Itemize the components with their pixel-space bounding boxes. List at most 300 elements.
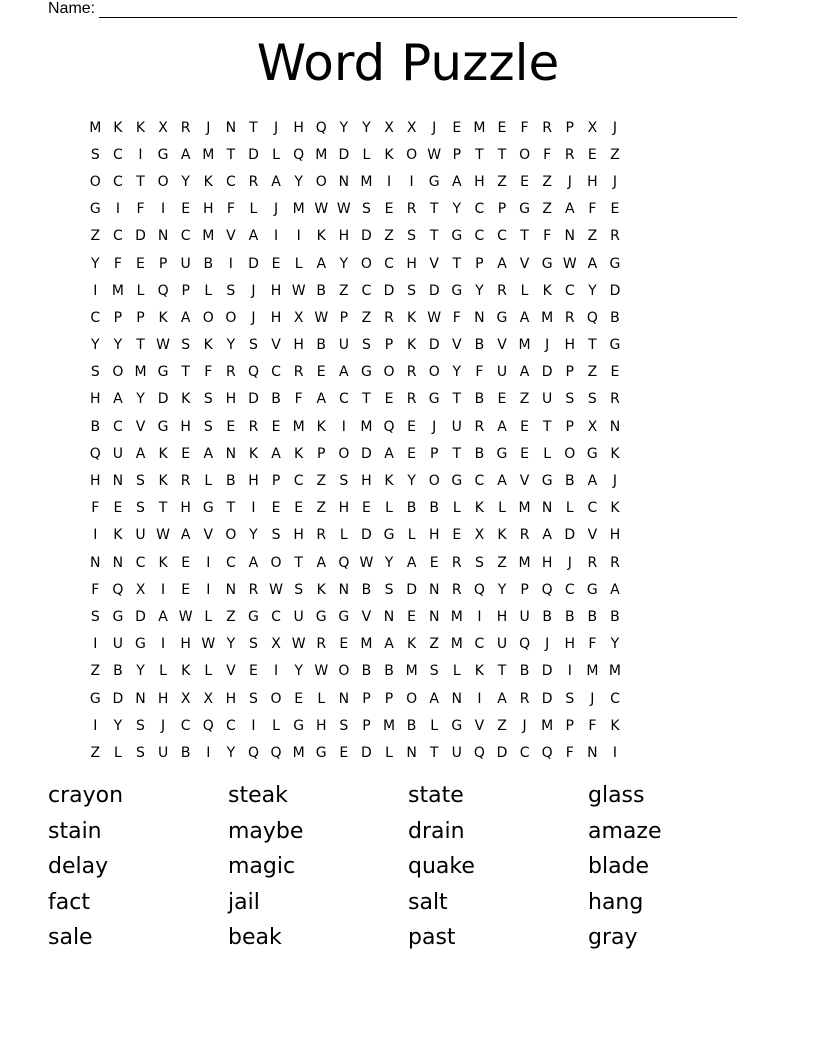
grid-letter[interactable]: F	[452, 309, 461, 326]
grid-letter[interactable]: P	[339, 309, 349, 326]
grid-letter[interactable]: Q	[270, 744, 282, 761]
grid-letter[interactable]: Y	[294, 663, 303, 680]
grid-letter[interactable]: B	[519, 663, 530, 680]
grid-letter[interactable]: Z	[587, 364, 598, 381]
grid-letter[interactable]: G	[315, 608, 327, 625]
grid-letter[interactable]: R	[542, 119, 553, 136]
grid-letter[interactable]: H	[180, 636, 191, 653]
grid-letter[interactable]: V	[226, 228, 236, 245]
grid-letter[interactable]: C	[474, 636, 485, 653]
grid-letter[interactable]: G	[202, 500, 214, 517]
grid-letter[interactable]: K	[542, 282, 552, 299]
grid-letter[interactable]: Y	[226, 337, 236, 354]
grid-letter[interactable]: Q	[519, 636, 531, 653]
grid-letter[interactable]: P	[565, 717, 574, 734]
grid-letter[interactable]: N	[406, 744, 417, 761]
grid-letter[interactable]: B	[429, 500, 439, 517]
grid-letter[interactable]: G	[112, 608, 124, 625]
grid-letter[interactable]: G	[586, 445, 598, 462]
grid-letter[interactable]: O	[225, 309, 237, 326]
grid-letter[interactable]: H	[203, 201, 214, 218]
grid-letter[interactable]: U	[157, 744, 169, 761]
grid-letter[interactable]: L	[430, 717, 439, 734]
grid-letter[interactable]: V	[429, 255, 439, 272]
grid-letter[interactable]: D	[135, 608, 146, 625]
grid-letter[interactable]: S	[203, 391, 213, 408]
grid-letter[interactable]: I	[273, 228, 279, 245]
grid-letter[interactable]: B	[474, 337, 485, 354]
grid-letter[interactable]: P	[136, 309, 145, 326]
grid-letter[interactable]: A	[429, 690, 439, 707]
grid-letter[interactable]: P	[452, 146, 462, 163]
grid-letter[interactable]: J	[273, 201, 279, 218]
grid-letter[interactable]: T	[452, 391, 462, 408]
grid-letter[interactable]: L	[204, 608, 213, 625]
grid-letter[interactable]: E	[113, 500, 123, 517]
grid-letter[interactable]: S	[181, 337, 191, 354]
grid-letter[interactable]: Z	[90, 663, 101, 680]
grid-letter[interactable]: A	[587, 473, 598, 490]
grid-letter[interactable]: L	[317, 690, 326, 707]
grid-letter[interactable]: Y	[136, 391, 145, 408]
grid-letter[interactable]: Y	[407, 473, 416, 490]
grid-letter[interactable]: C	[225, 554, 236, 571]
grid-letter[interactable]: Q	[473, 744, 485, 761]
grid-letter[interactable]: D	[112, 690, 124, 707]
grid-letter[interactable]: B	[587, 608, 598, 625]
grid-letter[interactable]: A	[271, 173, 281, 190]
grid-letter[interactable]: T	[158, 500, 168, 517]
grid-letter[interactable]: F	[204, 364, 213, 381]
grid-letter[interactable]: F	[588, 201, 597, 218]
grid-letter[interactable]: U	[112, 636, 124, 653]
grid-letter[interactable]: H	[180, 418, 191, 435]
grid-letter[interactable]: K	[158, 309, 168, 326]
grid-letter[interactable]: N	[338, 173, 350, 190]
grid-letter[interactable]: D	[248, 255, 259, 272]
grid-letter[interactable]: C	[271, 364, 281, 381]
grid-letter[interactable]: Q	[541, 581, 553, 598]
grid-letter[interactable]: S	[136, 717, 145, 734]
grid-letter[interactable]: P	[362, 690, 371, 707]
grid-letter[interactable]: T	[429, 201, 439, 218]
grid-letter[interactable]: S	[249, 337, 258, 354]
grid-letter[interactable]: S	[565, 391, 575, 408]
grid-letter[interactable]: U	[451, 744, 462, 761]
grid-letter[interactable]: A	[316, 255, 327, 272]
grid-letter[interactable]: B	[610, 309, 620, 326]
grid-letter[interactable]: I	[386, 173, 392, 190]
grid-letter[interactable]: Q	[586, 309, 598, 326]
grid-letter[interactable]: G	[541, 255, 553, 272]
grid-letter[interactable]: S	[294, 581, 304, 598]
grid-letter[interactable]: X	[587, 119, 598, 136]
grid-letter[interactable]: M	[134, 364, 147, 381]
grid-letter[interactable]: S	[226, 282, 236, 299]
grid-letter[interactable]: A	[113, 391, 123, 408]
grid-letter[interactable]: D	[135, 228, 146, 245]
grid-letter[interactable]: H	[406, 255, 417, 272]
grid-letter[interactable]: O	[406, 146, 418, 163]
grid-letter[interactable]: N	[135, 690, 146, 707]
grid-letter[interactable]: X	[587, 418, 598, 435]
grid-letter[interactable]: K	[474, 663, 484, 680]
grid-letter[interactable]: W	[156, 527, 170, 544]
grid-letter[interactable]: D	[361, 445, 372, 462]
grid-letter[interactable]: C	[293, 473, 304, 490]
grid-letter[interactable]: K	[158, 473, 168, 490]
grid-letter[interactable]: D	[406, 581, 417, 598]
grid-letter[interactable]: T	[294, 554, 303, 571]
grid-letter[interactable]: I	[93, 717, 98, 734]
grid-letter[interactable]: Y	[384, 554, 394, 571]
grid-letter[interactable]: A	[135, 445, 146, 462]
grid-letter[interactable]: D	[383, 282, 395, 299]
grid-letter[interactable]: H	[428, 527, 440, 544]
grid-letter[interactable]: C	[113, 418, 123, 435]
grid-letter[interactable]: X	[135, 581, 146, 598]
grid-letter[interactable]: C	[474, 228, 485, 245]
grid-letter[interactable]: T	[226, 146, 236, 163]
grid-letter[interactable]: I	[341, 418, 346, 435]
grid-letter[interactable]: R	[497, 282, 507, 299]
grid-letter[interactable]: S	[339, 717, 349, 734]
grid-letter[interactable]: J	[273, 119, 279, 136]
grid-letter[interactable]: S	[249, 690, 258, 707]
grid-letter[interactable]: V	[587, 527, 598, 544]
grid-letter[interactable]: S	[565, 690, 575, 707]
grid-letter[interactable]: A	[248, 554, 259, 571]
grid-letter[interactable]: F	[226, 201, 235, 218]
grid-letter[interactable]: L	[452, 663, 461, 680]
grid-letter[interactable]: Q	[315, 119, 327, 136]
grid-letter[interactable]: I	[93, 527, 98, 544]
grid-letter[interactable]: G	[89, 201, 101, 218]
grid-letter[interactable]: I	[409, 173, 414, 190]
grid-letter[interactable]: M	[292, 418, 305, 435]
grid-letter[interactable]: F	[475, 364, 484, 381]
grid-letter[interactable]: M	[89, 119, 102, 136]
grid-letter[interactable]: D	[361, 228, 372, 245]
grid-letter[interactable]: Y	[339, 255, 349, 272]
grid-letter[interactable]: D	[609, 282, 621, 299]
grid-letter[interactable]: A	[203, 445, 214, 462]
grid-letter[interactable]: V	[519, 473, 530, 490]
grid-letter[interactable]: R	[180, 473, 191, 490]
grid-letter[interactable]: G	[541, 473, 553, 490]
grid-letter[interactable]: L	[452, 500, 461, 517]
grid-letter[interactable]: V	[452, 337, 462, 354]
grid-letter[interactable]: K	[316, 418, 326, 435]
grid-letter[interactable]: S	[384, 581, 394, 598]
grid-letter[interactable]: K	[316, 228, 326, 245]
grid-letter[interactable]: W	[314, 201, 329, 218]
grid-letter[interactable]: C	[610, 690, 620, 707]
grid-letter[interactable]: C	[474, 473, 485, 490]
grid-letter[interactable]: I	[161, 201, 166, 218]
grid-letter[interactable]: K	[610, 445, 620, 462]
grid-letter[interactable]: I	[477, 608, 482, 625]
grid-letter[interactable]: M	[315, 146, 328, 163]
grid-letter[interactable]: U	[519, 608, 530, 625]
grid-letter[interactable]: T	[226, 500, 236, 517]
grid-letter[interactable]: I	[161, 581, 166, 598]
name-blank-line[interactable]	[99, 3, 737, 18]
grid-letter[interactable]: X	[406, 119, 417, 136]
grid-letter[interactable]: H	[225, 391, 237, 408]
grid-letter[interactable]: S	[361, 201, 371, 218]
grid-letter[interactable]: G	[586, 581, 598, 598]
grid-letter[interactable]: K	[181, 663, 191, 680]
grid-letter[interactable]: N	[587, 744, 598, 761]
grid-letter[interactable]: N	[609, 418, 621, 435]
grid-letter[interactable]: Y	[113, 337, 123, 354]
grid-letter[interactable]: G	[496, 309, 508, 326]
grid-letter[interactable]: E	[610, 364, 620, 381]
grid-letter[interactable]: N	[112, 473, 124, 490]
grid-letter[interactable]: W	[178, 608, 193, 625]
grid-letter[interactable]: O	[564, 445, 576, 462]
grid-letter[interactable]: Q	[202, 717, 214, 734]
grid-letter[interactable]: J	[251, 309, 256, 326]
grid-letter[interactable]: H	[587, 173, 598, 190]
grid-letter[interactable]: Q	[247, 364, 259, 381]
grid-letter[interactable]: K	[158, 554, 168, 571]
grid-letter[interactable]: O	[225, 527, 237, 544]
grid-letter[interactable]: O	[157, 173, 169, 190]
grid-letter[interactable]: E	[407, 608, 417, 625]
grid-letter[interactable]: G	[135, 636, 146, 653]
grid-letter[interactable]: E	[384, 201, 394, 218]
grid-letter[interactable]: A	[406, 554, 417, 571]
grid-letter[interactable]: K	[203, 173, 213, 190]
grid-letter[interactable]: U	[293, 608, 304, 625]
grid-letter[interactable]: I	[477, 690, 482, 707]
grid-letter[interactable]: E	[497, 391, 507, 408]
grid-letter[interactable]: N	[428, 581, 440, 598]
grid-letter[interactable]: U	[338, 337, 349, 354]
grid-letter[interactable]: E	[520, 445, 529, 462]
grid-letter[interactable]: T	[136, 337, 145, 354]
grid-letter[interactable]: I	[206, 744, 211, 761]
grid-letter[interactable]: C	[497, 228, 507, 245]
grid-letter[interactable]: H	[315, 717, 327, 734]
grid-letter[interactable]: I	[206, 554, 211, 571]
grid-letter[interactable]: R	[564, 146, 575, 163]
grid-letter[interactable]: G	[157, 364, 169, 381]
grid-letter[interactable]: L	[113, 744, 122, 761]
grid-letter[interactable]: E	[271, 418, 281, 435]
grid-letter[interactable]: C	[113, 228, 123, 245]
grid-letter[interactable]: A	[497, 690, 507, 707]
grid-letter[interactable]: K	[384, 146, 394, 163]
grid-letter[interactable]: J	[612, 119, 618, 136]
grid-letter[interactable]: J	[612, 173, 618, 190]
grid-letter[interactable]: E	[249, 663, 258, 680]
grid-letter[interactable]: C	[384, 255, 394, 272]
grid-letter[interactable]: H	[293, 337, 304, 354]
grid-letter[interactable]: I	[93, 636, 98, 653]
grid-letter[interactable]: L	[385, 744, 393, 761]
grid-letter[interactable]: R	[519, 527, 530, 544]
grid-letter[interactable]: I	[296, 228, 301, 245]
grid-letter[interactable]: B	[316, 337, 327, 354]
grid-letter[interactable]: K	[497, 527, 507, 544]
grid-letter[interactable]: X	[384, 119, 394, 136]
grid-letter[interactable]: P	[520, 581, 529, 598]
grid-letter[interactable]: T	[249, 119, 258, 136]
grid-letter[interactable]: Z	[384, 228, 394, 245]
grid-letter[interactable]: A	[384, 445, 394, 462]
grid-letter[interactable]: X	[203, 690, 214, 707]
grid-letter[interactable]: D	[428, 282, 440, 299]
grid-letter[interactable]: Z	[497, 173, 507, 190]
grid-letter[interactable]: Z	[226, 608, 236, 625]
grid-letter[interactable]: D	[361, 744, 372, 761]
grid-letter[interactable]: B	[474, 445, 485, 462]
grid-letter[interactable]: V	[271, 337, 281, 354]
grid-letter[interactable]: E	[181, 445, 191, 462]
grid-letter[interactable]: W	[291, 636, 306, 653]
grid-letter[interactable]: E	[384, 391, 394, 408]
grid-letter[interactable]: P	[181, 282, 190, 299]
grid-letter[interactable]: B	[474, 391, 485, 408]
grid-letter[interactable]: K	[384, 473, 394, 490]
grid-letter[interactable]: J	[612, 473, 618, 490]
grid-letter[interactable]: D	[541, 663, 553, 680]
grid-letter[interactable]: E	[407, 445, 417, 462]
grid-letter[interactable]: S	[203, 418, 213, 435]
grid-letter[interactable]: R	[293, 364, 304, 381]
grid-letter[interactable]: Z	[429, 636, 439, 653]
grid-letter[interactable]: E	[294, 500, 304, 517]
grid-letter[interactable]: H	[270, 309, 282, 326]
grid-letter[interactable]: C	[271, 608, 281, 625]
grid-letter[interactable]: A	[519, 309, 530, 326]
grid-letter[interactable]: T	[429, 228, 439, 245]
grid-letter[interactable]: H	[496, 608, 508, 625]
grid-letter[interactable]: Y	[91, 255, 100, 272]
grid-letter[interactable]: A	[497, 418, 507, 435]
grid-letter[interactable]: R	[519, 690, 530, 707]
grid-letter[interactable]: O	[270, 690, 282, 707]
grid-letter[interactable]: Z	[316, 473, 327, 490]
grid-letter[interactable]: N	[428, 608, 440, 625]
grid-letter[interactable]: F	[543, 228, 552, 245]
grid-letter[interactable]: I	[567, 663, 572, 680]
grid-letter[interactable]: E	[452, 119, 462, 136]
grid-letter[interactable]: E	[520, 418, 529, 435]
grid-letter[interactable]: R	[180, 119, 191, 136]
grid-letter[interactable]: F	[294, 391, 303, 408]
grid-letter[interactable]: L	[249, 201, 258, 218]
grid-letter[interactable]: E	[226, 418, 236, 435]
grid-letter[interactable]: E	[271, 500, 281, 517]
grid-letter[interactable]: M	[518, 500, 531, 517]
grid-letter[interactable]: B	[90, 418, 101, 435]
grid-letter[interactable]: H	[270, 282, 282, 299]
grid-letter[interactable]: K	[407, 309, 417, 326]
grid-letter[interactable]: X	[474, 527, 485, 544]
grid-letter[interactable]: Z	[497, 554, 507, 571]
grid-letter[interactable]: G	[451, 228, 463, 245]
grid-letter[interactable]: T	[452, 255, 462, 272]
grid-letter[interactable]: Y	[226, 744, 236, 761]
grid-letter[interactable]: Y	[181, 173, 190, 190]
grid-letter[interactable]: A	[180, 309, 191, 326]
grid-letter[interactable]: R	[406, 364, 417, 381]
grid-letter[interactable]: G	[383, 527, 395, 544]
grid-letter[interactable]: S	[407, 282, 417, 299]
grid-letter[interactable]: B	[113, 663, 123, 680]
grid-letter[interactable]: C	[180, 228, 191, 245]
grid-letter[interactable]: S	[136, 500, 145, 517]
grid-letter[interactable]: H	[609, 527, 621, 544]
grid-letter[interactable]: U	[112, 445, 124, 462]
grid-letter[interactable]: S	[407, 228, 417, 245]
grid-letter[interactable]: Y	[91, 337, 100, 354]
grid-letter[interactable]: W	[156, 337, 170, 354]
grid-letter[interactable]: Q	[473, 581, 485, 598]
grid-letter[interactable]: R	[248, 418, 259, 435]
grid-letter[interactable]: I	[273, 663, 279, 680]
grid-letter[interactable]: A	[339, 364, 349, 381]
grid-letter[interactable]: Y	[339, 119, 349, 136]
grid-letter[interactable]: F	[91, 500, 100, 517]
grid-letter[interactable]: O	[89, 173, 101, 190]
grid-letter[interactable]: P	[317, 445, 326, 462]
grid-letter[interactable]: W	[201, 636, 216, 653]
grid-letter[interactable]: C	[113, 173, 123, 190]
grid-letter[interactable]: M	[292, 201, 305, 218]
grid-letter[interactable]: N	[474, 309, 485, 326]
grid-letter[interactable]: C	[338, 391, 349, 408]
grid-letter[interactable]: L	[272, 717, 280, 734]
grid-letter[interactable]: A	[248, 228, 259, 245]
grid-letter[interactable]: C	[587, 500, 598, 517]
grid-letter[interactable]: D	[428, 337, 440, 354]
grid-letter[interactable]: M	[450, 636, 463, 653]
grid-letter[interactable]: L	[339, 527, 348, 544]
grid-letter[interactable]: C	[361, 282, 372, 299]
grid-letter[interactable]: L	[204, 282, 213, 299]
grid-letter[interactable]: J	[206, 119, 211, 136]
grid-letter[interactable]: J	[251, 282, 256, 299]
grid-letter[interactable]: M	[541, 309, 554, 326]
grid-letter[interactable]: G	[157, 146, 169, 163]
grid-letter[interactable]: H	[180, 500, 191, 517]
grid-letter[interactable]: D	[564, 527, 576, 544]
grid-letter[interactable]: K	[248, 445, 259, 462]
grid-letter[interactable]: K	[181, 391, 191, 408]
grid-letter[interactable]: T	[497, 146, 507, 163]
grid-letter[interactable]: B	[610, 608, 620, 625]
grid-letter[interactable]: V	[519, 255, 530, 272]
grid-letter[interactable]: D	[157, 391, 169, 408]
grid-letter[interactable]: H	[474, 173, 485, 190]
grid-letter[interactable]: A	[610, 581, 620, 598]
grid-letter[interactable]: I	[93, 282, 98, 299]
grid-letter[interactable]: Q	[338, 554, 350, 571]
grid-letter[interactable]: L	[204, 473, 213, 490]
grid-letter[interactable]: M	[405, 663, 418, 680]
grid-letter[interactable]: E	[271, 255, 281, 272]
grid-letter[interactable]: P	[475, 255, 484, 272]
grid-letter[interactable]: B	[271, 391, 281, 408]
grid-letter[interactable]: H	[564, 337, 576, 354]
grid-letter[interactable]: E	[339, 636, 349, 653]
grid-letter[interactable]: A	[271, 445, 281, 462]
